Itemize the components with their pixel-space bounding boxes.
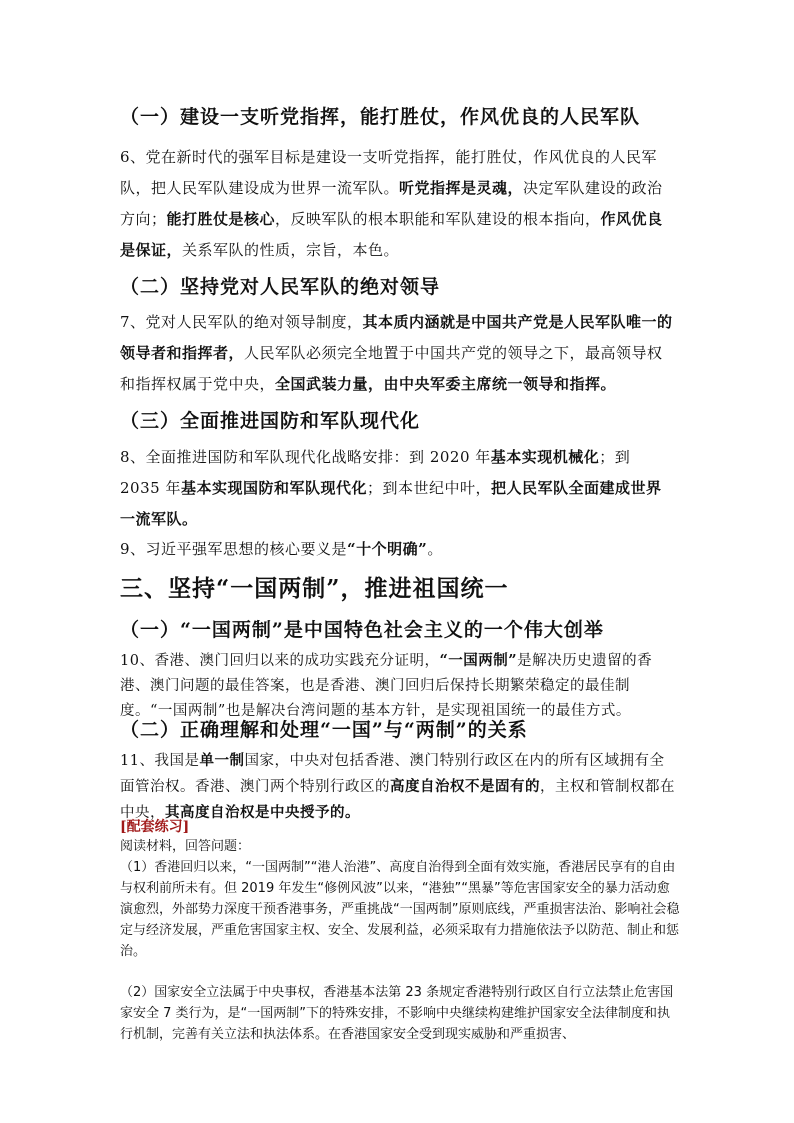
section-heading-4: （一）“一国两制”是中国特色社会主义的一个伟大创举 — [120, 619, 604, 641]
section-heading-5: （二）正确理解和处理“一国”与“两制”的关系 — [120, 719, 528, 741]
section-heading-2: （二）坚持党对人民军队的绝对领导 — [120, 276, 441, 298]
exercise-intro: 阅读材料，回答问题： — [120, 839, 251, 854]
paragraph-9: 9、习近平强军思想的核心要义是“十个明确”。 — [120, 540, 443, 558]
material-1: （1）香港回归以来，“一国两制”“港人治港”、高度自治得到全面有效实施，香港居民享有的自由与权利前所未有。但 2019 年发生“修例风波”以来，“港独”“黑暴”等危害国家安全的暴力活动愈演愈烈，外部势力深度干预香港事务，严重挑战“一国两制”原则底线，严重损害法治、影响社会稳定与经济发展，严重危害国家主权、安全、发展利益，必须采取有力措施依法予以防范、制止和惩治。 — [120, 860, 680, 959]
paragraph-8: 8、全面推进国防和军队现代化战略安排：到 2020 年基本实现机械化；到 2035 年基本实现国防和军队现代化；到本世纪中叶，把人民军队全面建成世界一流军队。 — [120, 448, 662, 528]
section-heading-1: （一）建设一支听党指挥，能打胜仗，作风优良的人民军队 — [120, 106, 641, 128]
paragraph-11: 11、我国是单一制国家，中央对包括香港、澳门特别行政区在内的所有区域拥有全面管治权。香港、澳门两个特别行政区的高度自治权不是固有的，主权和管制权都在中央，其高度自治权是中央授予的。 — [120, 752, 675, 821]
section-heading-3: （三）全面推进国防和军队现代化 — [120, 410, 421, 432]
paragraph-6: 6、党在新时代的强军目标是建设一支听党指挥，能打胜仗，作风优良的人民军队，把人民军队建设成为世界一流军队。听党指挥是灵魂，决定军队建设的政治方向；能打胜仗是核心，反映军队的根本职能和军队建设的根本指向，作风优良是保证，关系军队的性质，宗旨，本色。 — [120, 148, 663, 259]
paragraph-10: 10、香港、澳门回归以来的成功实践充分证明，“一国两制”是解决历史遗留的香港、澳门问题的最佳答案，也是香港、澳门回归后保持长期繁荣稳定的最佳制度。“一国两制”也是解决台湾问题的基本方针，是实现祖国统一的最佳方式。 — [120, 652, 653, 719]
part-heading-3: 三、坚持“一国两制”，推进祖国统一 — [120, 575, 509, 602]
exercise-title: [配套练习] — [120, 819, 190, 835]
paragraph-7: 7、党对人民军队的绝对领导制度，其本质内涵就是中国共产党是人民军队唯一的领导者和指挥者，人民军队必须完全地置于中国共产党的领导之下，最高领导权和指挥权属于党中央，全国武装力量，由中央军委主席统一领导和指挥。 — [120, 313, 673, 393]
material-2: （2）国家安全立法属于中央事权，香港基本法第 23 条规定香港特别行政区自行立法禁止危害国家安全 7 类行为，是“一国两制”下的特殊安排，不影响中央继续构建维护国家安全法律制度和执行机制，完善有关立法和执法体系。在香港国家安全受到现实威胁和严重损害、 — [120, 985, 674, 1042]
